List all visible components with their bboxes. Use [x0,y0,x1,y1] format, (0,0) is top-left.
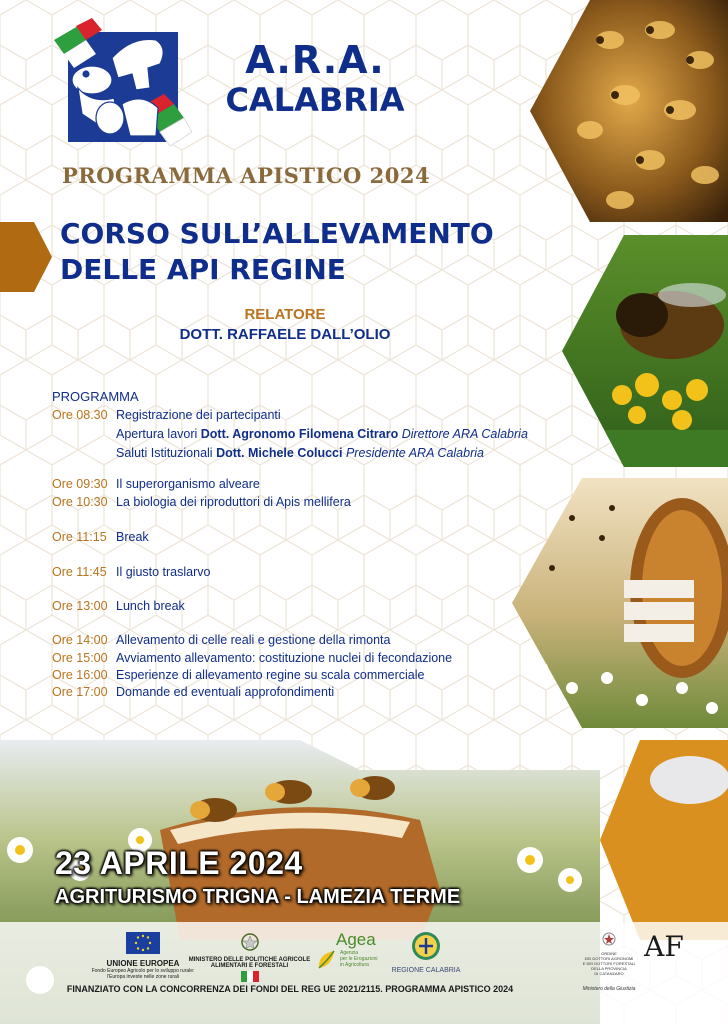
ministry-line2: ALIMENTARI E FORESTALI [210,963,289,969]
ara-calabria-logo [52,18,192,158]
org-title [205,38,425,118]
event-place: AGRITURISMO TRIGNA - LAMEZIA TERME [55,886,461,908]
programme-item [52,427,528,441]
programme-time: Ore 11:15 [52,530,107,544]
region-shield-icon [411,930,441,962]
programme-item [52,651,452,665]
italian-flag-icon [241,971,259,982]
org-title-line1: A.R.A. [245,38,385,82]
eu-flag-icon [126,932,160,954]
programme-time: Ore 17:00 [52,685,108,699]
programme-role: Direttore ARA Calabria [398,427,528,441]
programme-item [52,565,210,579]
programme-item [52,633,390,647]
order-line5: DI CATANZARO [594,971,624,976]
order-line1: ORDINE [601,951,617,956]
programme-desc: Avviamento allevamento: costituzione nuclei di fecondazione [116,651,453,665]
programme-heading: PROGRAMMA [52,389,139,404]
order-emblem-icon [602,932,616,946]
programme-item [52,446,484,460]
course-title-line1: CORSO SULL’ALLEVAMENTO [60,217,494,250]
republic-emblem-icon [239,932,261,952]
order-caption: Ministero della Giustizia [582,986,636,992]
order-line3: E DEI DOTTORI FORESTALI [582,961,636,966]
eu-subtitle-2: l'Europa investe nelle zone rurali [106,974,180,980]
programme-item [52,477,260,491]
programme-time: Ore 10:30 [52,495,108,509]
programme-role: Presidente ARA Calabria [342,446,484,460]
course-title [60,216,494,288]
arrow-marker-icon [0,222,52,292]
programme-desc: Apertura lavori [116,427,201,441]
region-name: REGIONE CALABRIA [391,967,461,974]
programme-desc: Il superorganismo alveare [116,477,260,491]
program-year: PROGRAMMA APISTICO 2024 [62,163,431,188]
agea-sub1: Agenzia [340,950,359,956]
programme-desc: Allevamento di celle reali e gestione della rimonta [116,633,391,647]
programme-desc: Lunch break [116,599,185,613]
programme-desc: Saluti Istituzionali [116,446,217,460]
programme-time: Ore 08.30 [52,408,108,422]
programme-time: Ore 13:00 [52,599,108,613]
programme-item [52,685,334,699]
event-date: 23 APRILE 2024 [55,845,303,881]
agronomists-order-sponsor [574,932,644,992]
hive-and-field-photo [512,478,728,728]
agea-title: Agea [336,930,376,949]
agea-sub3: in Agricoltura [340,962,369,968]
af-logo-mark: AF [644,930,684,963]
programme-item [52,408,281,422]
programme-desc: Registrazione dei partecipanti [116,408,281,422]
eu-subtitle-1: Fondo Europeo Agricolo per lo sviluppo rurale: [91,968,195,974]
ministry-sponsor [182,932,317,987]
bee-on-flower-photo [562,235,728,467]
programme-time: Ore 09:30 [52,477,108,491]
order-line2: DEI DOTTORI AGRONOMI [584,956,634,961]
region-sponsor [388,930,464,974]
programme-person: Dott. Agronomo Filomena Citraro [200,427,399,441]
programme-time: Ore 15:00 [52,651,108,665]
ministry-line1: MINISTERO DELLE POLITICHE AGRICOLE [188,957,311,963]
speaker-label: RELATORE [244,306,326,323]
course-title-line2: DELLE API REGINE [60,253,346,286]
programme-item [52,599,185,613]
programme-item [52,530,149,544]
speaker-name: DOTT. RAFFAELE DALL’OLIO [179,326,391,343]
programme-desc: Break [116,530,149,544]
programme-person: Dott. Michele Colucci [216,446,343,460]
agea-sub2: per le Erogazioni [340,956,378,962]
programme-desc: Il giusto traslarvo [116,565,211,579]
bee-swarm-photo [530,0,728,222]
programme-time: Ore 16:00 [52,668,108,682]
programme-desc: La biologia dei riproduttori di Apis mellifera [116,495,351,509]
programme-item [52,495,351,509]
programme-desc: Domande ed eventuali approfondimenti [116,685,335,699]
programme-time: Ore 11:45 [52,565,107,579]
eu-title: UNIONE EUROPEA [106,959,180,968]
programme-time: Ore 14:00 [52,633,108,647]
funding-statement: FINANZIATO CON LA CONCORRENZA DEI FONDI DEL REG UE 2021/2115. PROGRAMMA APISTICO 2024 [66,984,514,994]
org-title-line2: CALABRIA [225,81,405,119]
programme-desc: Esperienze di allevamento regine su scala commerciale [116,668,425,682]
agea-leaf-icon [316,948,338,972]
programme-item [52,668,424,682]
order-line4: DELLA PROVINCIA [591,966,627,971]
agea-sponsor [316,930,388,968]
